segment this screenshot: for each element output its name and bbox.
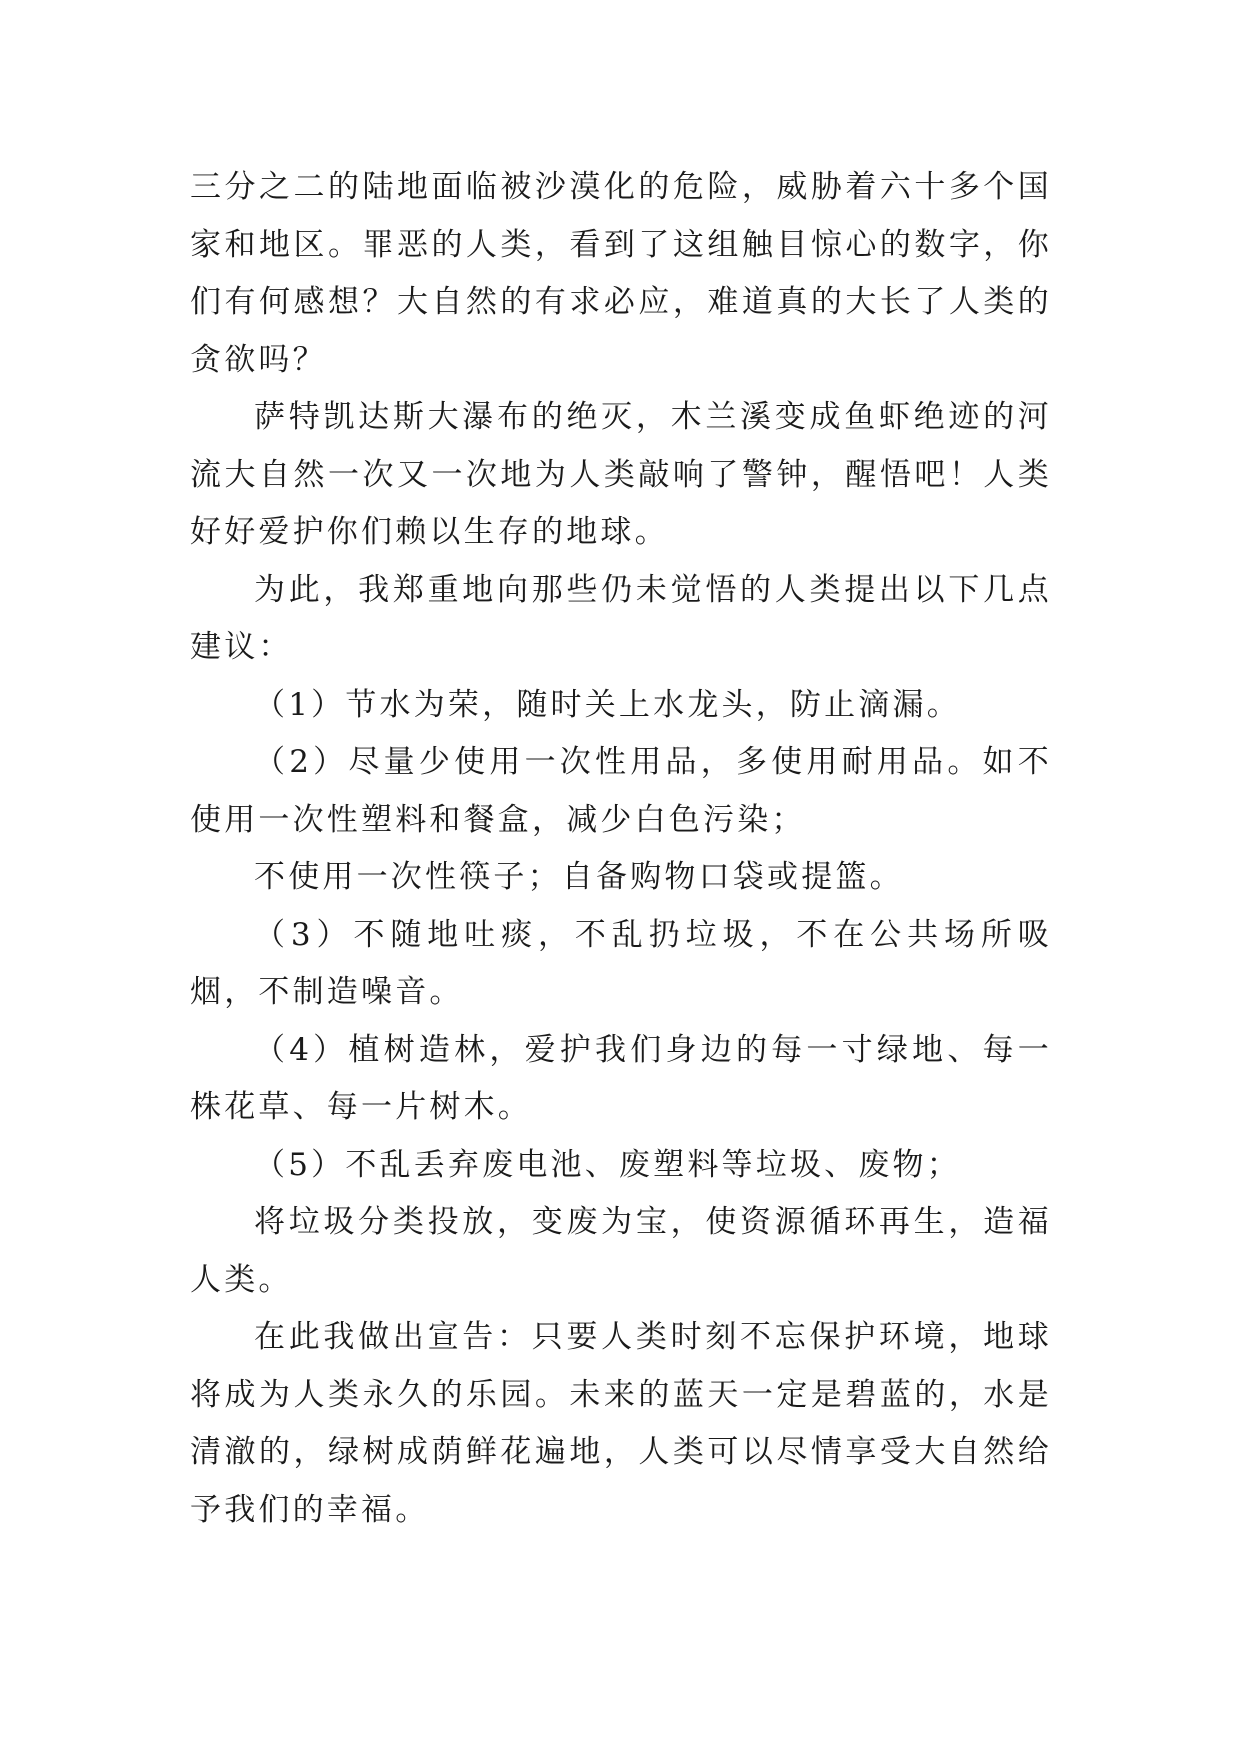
- document-body: [190, 159, 1052, 1539]
- paragraph-warning: 萨特凯达斯大瀑布的绝灭，木兰溪变成鱼虾绝迹的河流大自然一次又一次地为人类敲响了警钟，醒悟吧！人类好好爱护你们赖以生存的地球。: [190, 399, 1052, 550]
- list-item-suggestion-5: （5）不乱丢弃废电池、废塑料等垃圾、废物；: [254, 1146, 961, 1183]
- paragraph-declaration: 在此我做出宣告：只要人类时刻不忘保护环境，地球将成为人类永久的乐园。未来的蓝天一定是碧蓝的，水是清澈的，绿树成荫鲜花遍地，人类可以尽情享受大自然给予我们的幸福。: [190, 1319, 1052, 1528]
- paragraph-suggestions-intro: 为此，我郑重地向那些仍未觉悟的人类提出以下几点建议：: [190, 571, 1052, 665]
- list-item-suggestion-3: （3）不随地吐痰，不乱扔垃圾，不在公共场所吸烟，不制造噪音。: [190, 916, 1052, 1010]
- paragraph-desertification: 三分之二的陆地面临被沙漠化的危险，威胁着六十多个国家和地区。罪恶的人类，看到了这组触目惊心的数字，你们有何感想？大自然的有求必应，难道真的大长了人类的贪欲吗？: [190, 169, 1052, 378]
- paragraph-suggestion-5-cont: 将垃圾分类投放，变废为宝，使资源循环再生，造福人类。: [190, 1204, 1052, 1298]
- list-item-suggestion-1: （1）节水为荣，随时关上水龙头，防止滴漏。: [254, 686, 961, 723]
- list-item-suggestion-4: （4）植树造林，爱护我们身边的每一寸绿地、每一株花草、每一片树木。: [190, 1031, 1052, 1125]
- paragraph-suggestion-2-cont: 不使用一次性筷子；自备购物口袋或提篮。: [254, 859, 904, 895]
- list-item-suggestion-2: （2）尽量少使用一次性用品，多使用耐用品。如不使用一次性塑料和餐盒，减少白色污染；: [190, 744, 1052, 838]
